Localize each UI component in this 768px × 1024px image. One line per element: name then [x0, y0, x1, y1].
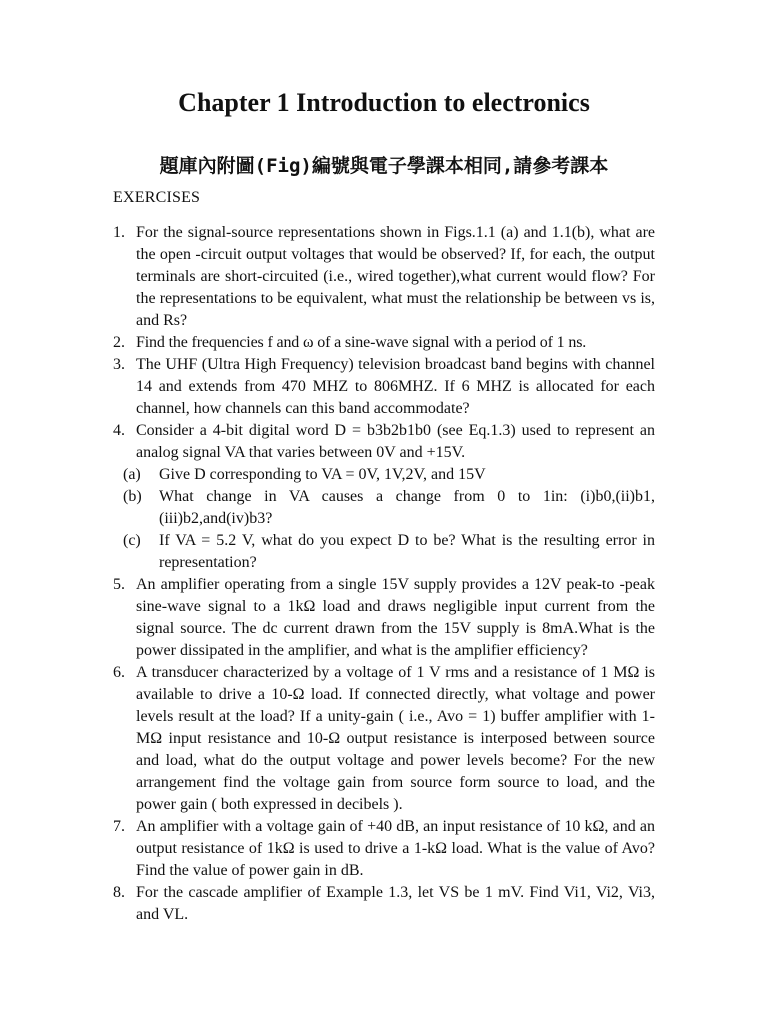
exercise-number: 5.: [113, 576, 125, 593]
exercise-item-8: [113, 882, 655, 926]
part-text: Give D corresponding to VA = 0V, 1V,2V, and 15V: [159, 466, 486, 483]
exercise-number: 7.: [113, 818, 125, 835]
exercise-number: 6.: [113, 664, 125, 681]
exercise-text: An amplifier with a voltage gain of +40 dB, an input resistance of 10 kΩ, and an output resistance of 1kΩ is used to drive a 1-kΩ load. What is the value of Avo? Find the value of power gain in dB.: [136, 818, 655, 879]
part-text: What change in VA causes a change from 0 to 1in: (i)b0,(ii)b1, (iii)b2,and(iv)b3?: [159, 488, 655, 527]
exercise-text: Consider a 4-bit digital word D = b3b2b1b0 (see Eq.1.3) used to represent an analog signal VA that varies between 0V and +15V.: [136, 422, 655, 461]
exercise-item-6: [113, 662, 655, 816]
exercise-item-7: [113, 816, 655, 882]
part-label: (b): [123, 488, 142, 505]
part-text: If VA = 5.2 V, what do you expect D to be? What is the resulting error in representation?: [159, 532, 655, 571]
exercise-part-4c: [113, 530, 655, 574]
exercise-text: A transducer characterized by a voltage of 1 V rms and a resistance of 1 MΩ is available to drive a 10-Ω load. If connected directly, what voltage and power levels result at the load? If a unity-gain ( i.e., Avo = 1) buffer amplifier with 1-MΩ input resistance and 10-Ω output resistance is interposed between source and load, what do the output voltage and power levels become? For the new arrangement find the voltage gain from source form source to load, and the power gain ( both expressed in decibels ).: [136, 664, 655, 813]
exercise-text: For the cascade amplifier of Example 1.3, let VS be 1 mV. Find Vi1, Vi2, Vi3, and VL.: [136, 884, 655, 923]
exercise-list: [113, 222, 655, 926]
exercise-text: For the signal-source representations shown in Figs.1.1 (a) and 1.1(b), what are the open -circuit output voltages that would be observed? If, for each, the output terminals are short-circuited (i.e., wired together),what current would flow? For the representations to be equivalent, what must the relationship be between vs is, and Rs?: [136, 224, 655, 329]
exercise-part-4b: [113, 486, 655, 530]
exercise-text: The UHF (Ultra High Frequency) television broadcast band begins with channel 14 and extends from 470 MHZ to 806MHZ. If 6 MHZ is allocated for each channel, how channels can this band accommodate?: [136, 356, 655, 417]
exercise-item-3: [113, 354, 655, 420]
exercise-item-5: [113, 574, 655, 662]
figure-note: 題庫內附圖(Fig)編號與電子學課本相同,請參考課本: [159, 155, 609, 177]
section-heading: EXERCISES: [113, 189, 201, 206]
exercise-part-4a: [113, 464, 655, 486]
exercise-number: 1.: [113, 224, 125, 241]
exercise-item-1: [113, 222, 655, 332]
part-label: (c): [123, 532, 141, 549]
exercise-number: 4.: [113, 422, 125, 439]
exercise-text: Find the frequencies f and ω of a sine-wave signal with a period of 1 ns.: [136, 334, 587, 351]
exercise-number: 2.: [113, 334, 125, 351]
exercise-item-4: [113, 420, 655, 464]
exercise-number: 3.: [113, 356, 125, 373]
exercise-item-2: [113, 332, 655, 354]
part-label: (a): [123, 466, 141, 483]
page-title: Chapter 1 Introduction to electronics: [178, 88, 590, 117]
exercise-text: An amplifier operating from a single 15V supply provides a 12V peak-to -peak sine-wave signal to a 1kΩ load and draws negligible input current from the signal source. The dc current drawn from the 15V supply is 8mA.What is the power dissipated in the amplifier, and what is the amplifier efficiency?: [136, 576, 655, 659]
exercise-number: 8.: [113, 884, 125, 901]
